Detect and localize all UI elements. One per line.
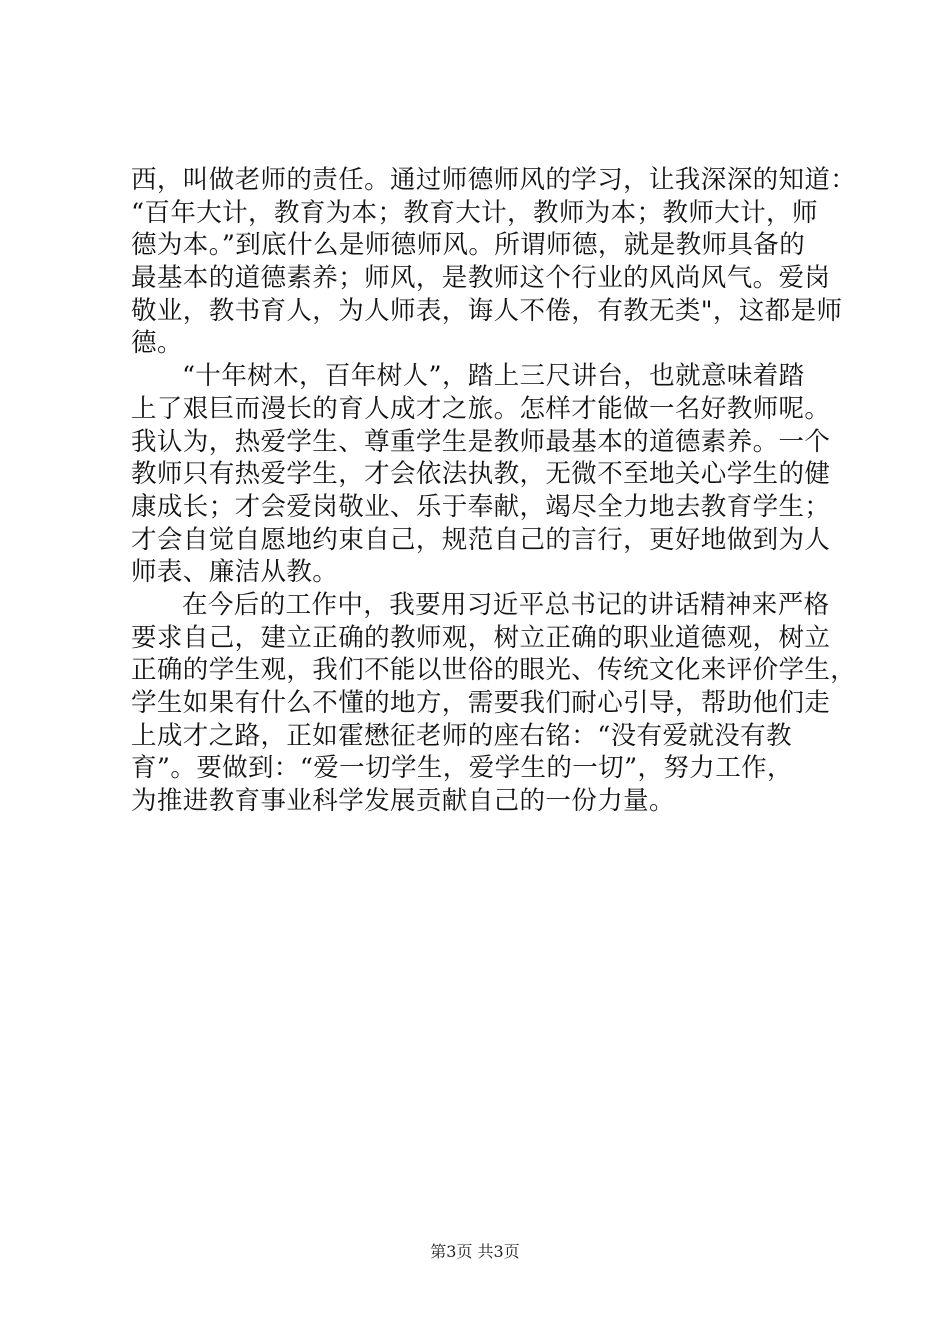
text-line: 正确的学生观，我们不能以世俗的眼光、传统文化来评价学生， [131, 655, 857, 686]
text-line: 康成长；才会爱岗敬业、乐于奉献，竭尽全力地去教育学生； [131, 491, 831, 522]
text-line: 德为本。”到底什么是师德师风。所谓师德，就是教师具备的 [131, 230, 806, 261]
text-line: 上了艰巨而漫长的育人成才之旅。怎样才能做一名好教师呢。 [131, 393, 831, 424]
text-line: 敬业，教书育人，为人师表，诲人不倦，有教无类"，这都是师 [131, 295, 843, 326]
text-line: “百年大计，教育为本；教育大计，教师为本；教师大计，师 [131, 197, 818, 228]
text-line: 德。 [131, 328, 183, 359]
text-line: 师表、廉洁从教。 [131, 557, 339, 588]
text-line: 学生如果有什么不懂的地方，需要我们耐心引导，帮助他们走 [131, 688, 831, 718]
text-line: 要求自己，建立正确的教师观，树立正确的职业道德观，树立 [131, 622, 831, 653]
text-line: 在今后的工作中，我要用习近平总书记的讲话精神来严格 [182, 589, 830, 620]
text-line: 育”。要做到：“爱一切学生，爱学生的一切”，努力工作， [131, 753, 793, 784]
page-footer: 第3页 共3页 [430, 1242, 520, 1261]
text-line: 教师只有热爱学生，才会依法执教，无微不至地关心学生的健 [131, 459, 831, 490]
text-line: 我认为，热爱学生、尊重学生是教师最基本的道德素养。一个 [131, 426, 831, 457]
text-line: 才会自觉自愿地约束自己，规范自己的言行，更好地做到为人 [131, 524, 831, 555]
text-line: “十年树木，百年树人”，踏上三尺讲台，也就意味着踏 [182, 361, 805, 392]
text-line: 为推进教育事业科学发展贡献自己的一份力量。 [131, 786, 675, 817]
text-line: 上成才之路，正如霍懋征老师的座右铭：“没有爱就没有教 [131, 720, 792, 751]
text-line: 最基本的道德素养；师风，是教师这个行业的风尚风气。爱岗 [131, 263, 831, 294]
body-text [131, 164, 857, 818]
text-line: 西，叫做老师的责任。通过师德师风的学习，让我深深的知道： [131, 165, 857, 195]
